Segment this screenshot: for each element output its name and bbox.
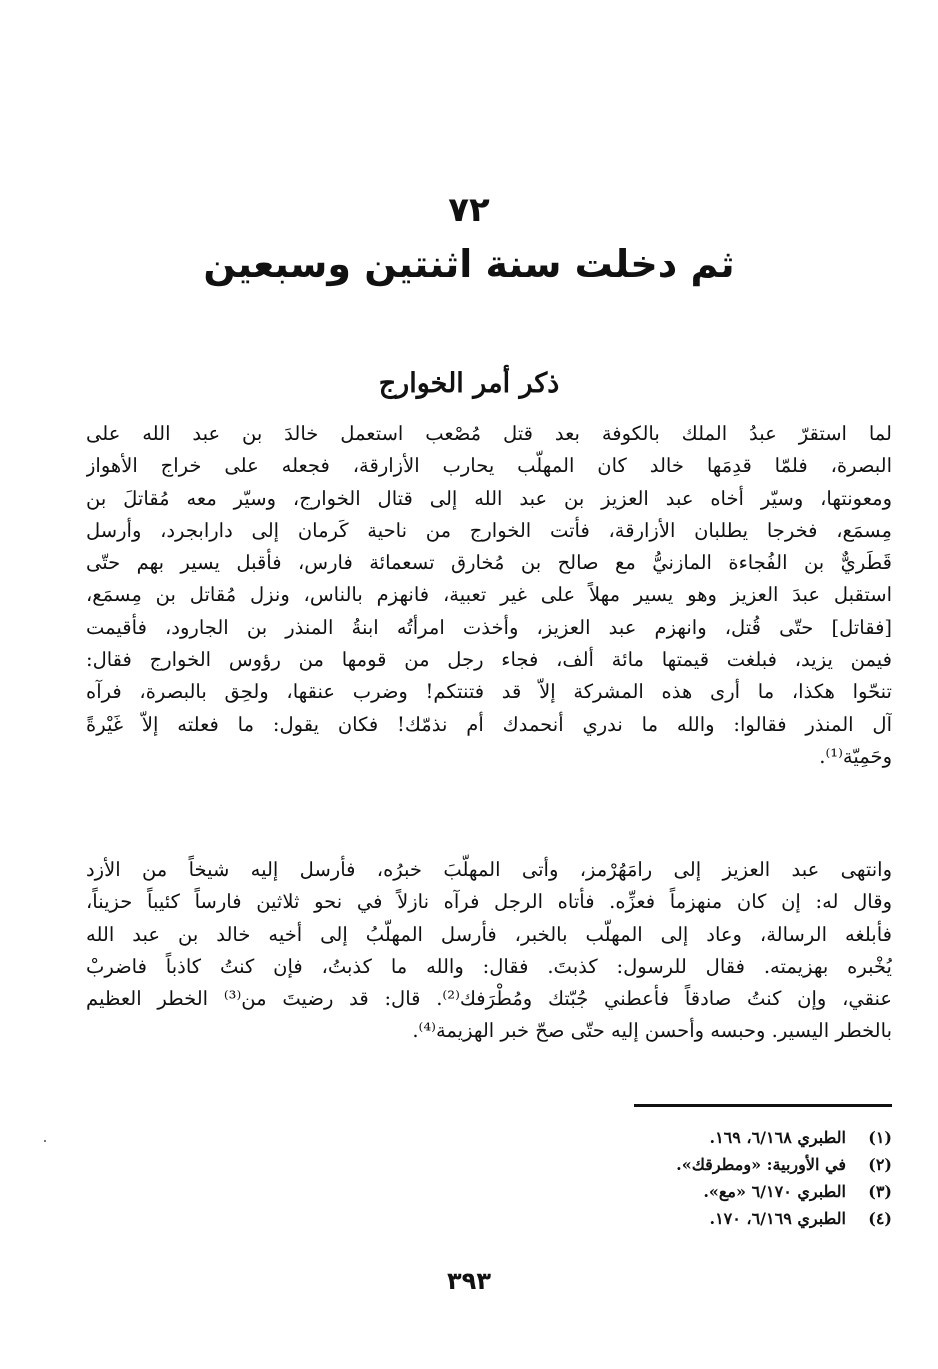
- footnote-2: [392, 1151, 892, 1178]
- text-line: استقبل عبدَ العزيز وهو يسير مهلاً على غير تعبية، فانهزم بالناس، ونزل مُقاتل بن مِسمَع،: [86, 583, 892, 607]
- footnote-number: (٤): [868, 1209, 892, 1228]
- text-line: البصرة، فلمّا قدِمَها خالد كان المهلّب يحارب الأزارقة، فجعله على خراج الأهواز: [86, 454, 892, 478]
- footnote-divider: [634, 1104, 892, 1107]
- footnote-number: (٢): [868, 1155, 892, 1174]
- text-line: بالخطر اليسير. وحبسه وأحسن إليه حتّى صحّ خبر الهزيمة⁽⁴⁾.: [412, 1019, 892, 1043]
- text-line: لما استقرّ عبدُ الملك بالكوفة بعد قتل مُصْعب استعمل خالدَ بن عبد الله على: [86, 422, 892, 445]
- text-line: آل المنذر فقالوا: والله ما ندري أنحمدك أم نذمّك! فكان يقول: ما فعلته إلاّ غَيْرةً: [86, 712, 892, 736]
- scan-speck: [44, 1140, 46, 1142]
- page-number: ٣٩٣: [447, 1267, 491, 1295]
- text-line: [فقاتل] حتّى قُتل، وانهزم عبد العزيز، وأخذت امرأتُه ابنةُ المنذر بن الجارود، فأقيمت: [86, 615, 892, 639]
- footnote-number: (٣): [868, 1182, 892, 1201]
- footnote-3: [392, 1178, 892, 1205]
- text-line: وقال له: إن كان منهزماً فعزِّه. فأتاه الرجل فرآه نازلاً في نحو ثلاثين فارساً كئيباً حزيناً،: [86, 890, 892, 914]
- footnote-text: الطبري ٦/١٦٩، ١٧٠.: [709, 1209, 846, 1228]
- text-line: ومعونتها، وسيّر أخاه عبد العزيز بن عبد الله إلى قتال الخوارج، وسيّر معه مُقاتلَ بن: [86, 486, 892, 510]
- footnote-1: [392, 1124, 892, 1151]
- text-line: وحَمِيّة⁽¹⁾.: [819, 744, 892, 768]
- text-line: وانتهى عبد العزيز إلى رامَهُرْمز، وأتى المهلّبَ خبرُه، فأرسل إليه شيخاً من الأزد: [86, 858, 892, 881]
- text-line: قَطَريٌّ بن الفُجاءة المازنيُّ مع صالح بن مُخارق تسعمائة فارس، فأقبل يسير بهم حتّى: [86, 551, 892, 575]
- text-line: مِسمَع، فخرجا يطلبان الأزارقة، فأتت الخوارج من ناحية كَرمان إلى دارابجرد، وأرسل: [86, 518, 892, 542]
- text-line: يُخْبره بهزيمته. فقال للرسول: كذبتَ. فقال: والله ما كذبتُ، فإن كنتُ كاذباً فاضربْ: [86, 954, 892, 978]
- text-line: عنقي، وإن كنتُ صادقاً فأعطني جُبّتك ومُطْرَفك⁽²⁾. قال: قد رضيتَ من⁽³⁾ الخطر العظيم: [86, 987, 892, 1011]
- footnotes: [392, 1124, 892, 1232]
- footnote-number: (١): [868, 1128, 892, 1147]
- text-line: فيمن يزيد، فبلغت قيمتها مائة ألف، فجاء رجل من قومها من رؤوس الخوارج فقال:: [86, 648, 892, 672]
- text-line: فأبلغه الرسالة، وعاد إلى المهلّب بالخبر، فأرسل المهلّبُ إلى أخيه خالد بن عبد الله: [86, 922, 892, 946]
- section-title: ذكر أمر الخوارج: [378, 368, 560, 399]
- paragraph-1: [86, 418, 892, 773]
- chapter-number: ٧٢: [448, 190, 490, 230]
- chapter-title: ثم دخلت سنة اثنتين وسبعين: [203, 242, 735, 286]
- footnote-text: في الأوربية: «ومطرقك».: [676, 1155, 846, 1174]
- paragraph-2: [86, 854, 892, 1048]
- footnote-4: [392, 1205, 892, 1232]
- footnote-text: الطبري ٦/١٦٨، ١٦٩.: [709, 1128, 846, 1147]
- footnote-text: الطبري ٦/١٧٠ «مع».: [703, 1182, 846, 1201]
- text-line: تنحّوا هكذا، ما أرى هذه المشركة إلاّ قد فتنتكم! وضرب عنقها، ولحِق بالبصرة، فرآه: [86, 680, 892, 704]
